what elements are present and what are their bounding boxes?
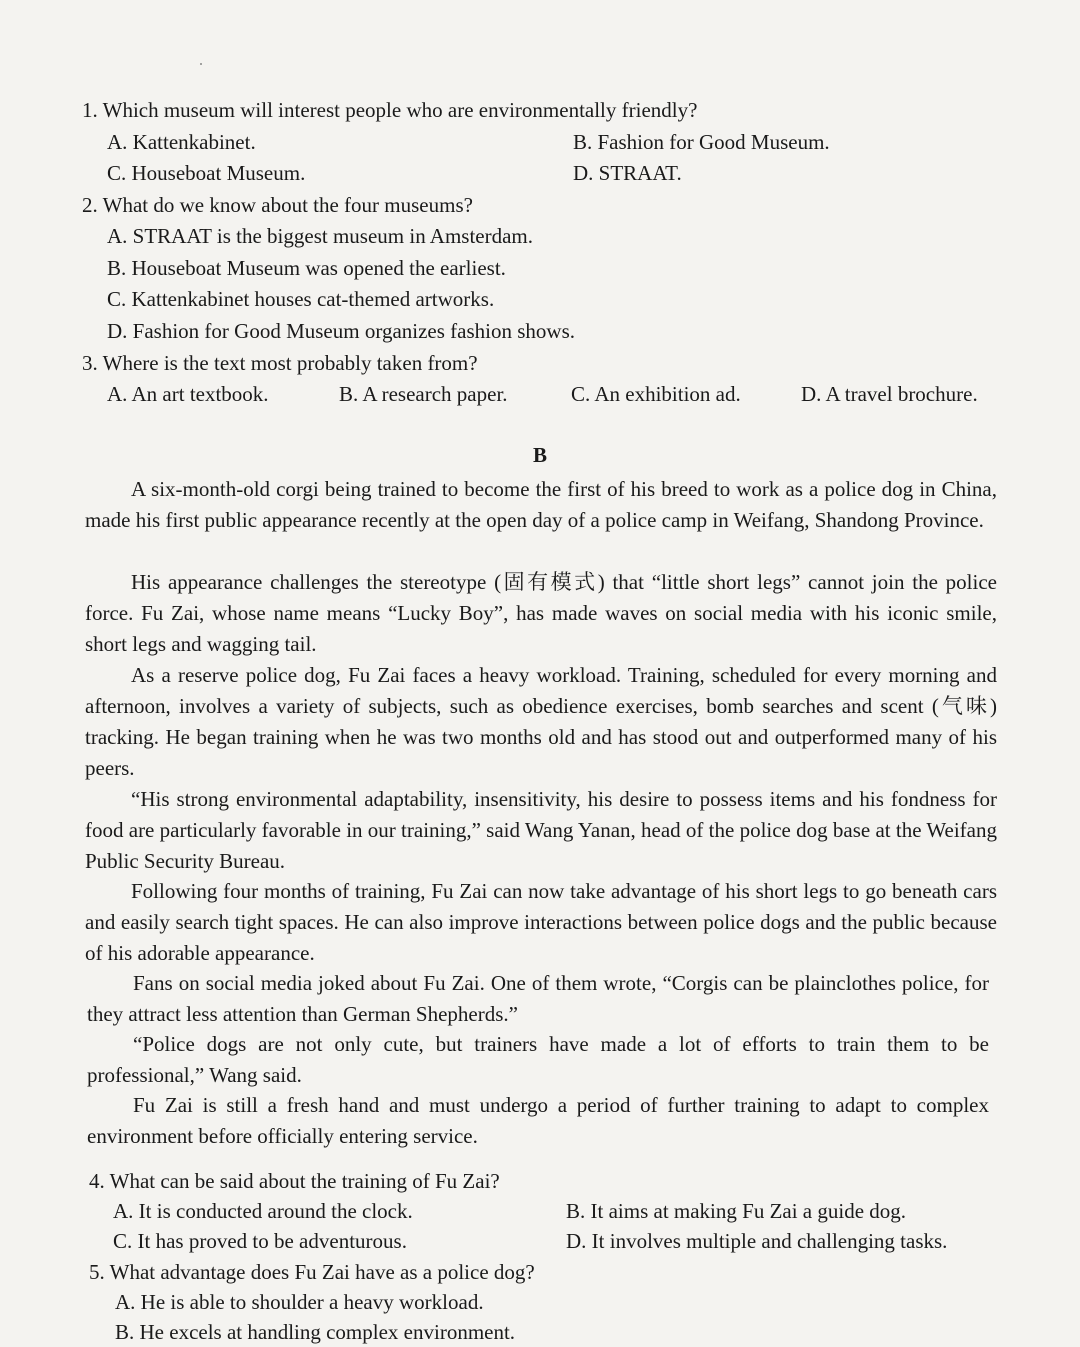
passage-paragraph-6: Fans on social media joked about Fu Zai. One of them wrote, “Corgis can be plainclothes police, for they attract less attention than German Shepherds.”: [87, 971, 989, 1026]
passage-paragraph-1: A six-month-old corgi being trained to become the first of his breed to work as a police dog in China, made his first public appearance recently at the open day of a police camp in Weifang, Shandong Province.: [85, 477, 997, 532]
question-4-option-b: B. It aims at making Fu Zai a guide dog.: [566, 1199, 907, 1223]
passage-paragraph-8: Fu Zai is still a fresh hand and must undergo a period of further training to adapt to complex environment before officially entering service.: [87, 1093, 989, 1148]
question-4-option-c: C. It has proved to be adventurous.: [113, 1229, 407, 1253]
question-2-option-c: C. Kattenkabinet houses cat-themed artworks.: [107, 287, 495, 311]
question-5-stem: 5. What advantage does Fu Zai have as a police dog?: [89, 1260, 535, 1284]
question-3-option-c: C. An exhibition ad.: [571, 382, 741, 406]
question-3-option-b: B. A research paper.: [339, 382, 508, 406]
question-2-option-a: A. STRAAT is the biggest museum in Amsterdam.: [107, 224, 534, 248]
question-1-option-a: A. Kattenkabinet.: [107, 130, 256, 154]
question-5-option-a: A. He is able to shoulder a heavy workload.: [115, 1290, 484, 1314]
passage-paragraph-2: His appearance challenges the stereotype (固有模式) that “little short legs” cannot join the police force. Fu Zai, whose name means “Lucky Boy”, has made waves on social media with his iconic smile, short legs and wagging tail.: [85, 570, 997, 656]
passage-paragraph-7: “Police dogs are not only cute, but trainers have made a lot of efforts to train them to be professional,” Wang said.: [87, 1032, 989, 1087]
question-1-stem: 1. Which museum will interest people who are environmentally friendly?: [82, 98, 698, 122]
question-4-stem: 4. What can be said about the training of Fu Zai?: [89, 1169, 500, 1193]
question-1-option-c: C. Houseboat Museum.: [107, 161, 306, 185]
question-3-option-a: A. An art textbook.: [107, 382, 269, 406]
question-4-option-d: D. It involves multiple and challenging tasks.: [566, 1229, 948, 1253]
question-2-option-d: D. Fashion for Good Museum organizes fashion shows.: [107, 319, 575, 343]
passage-paragraph-4: “His strong environmental adaptability, insensitivity, his desire to possess items and his fondness for food are particularly favorable in our training,” said Wang Yanan, head of the police dog base at the Weifang Public Security Bureau.: [85, 787, 997, 873]
question-1-option-b: B. Fashion for Good Museum.: [573, 130, 830, 154]
question-3-option-d: D. A travel brochure.: [801, 382, 978, 406]
passage-paragraph-3: As a reserve police dog, Fu Zai faces a heavy workload. Training, scheduled for every morning and afternoon, involves a variety of subjects, such as obedience exercises, bomb searches and scent (气味) tracking. He began training when he was two months old and has stood out and outperformed many of his peers.: [85, 663, 997, 780]
question-1-option-d: D. STRAAT.: [573, 161, 682, 185]
passage-paragraph-5: Following four months of training, Fu Zai can now take advantage of his short legs to go beneath cars and easily search tight spaces. He can also improve interactions between police dogs and the public because of his adorable appearance.: [85, 879, 997, 965]
question-4-option-a: A. It is conducted around the clock.: [113, 1199, 413, 1223]
scan-speck: [200, 63, 202, 65]
question-2-option-b: B. Houseboat Museum was opened the earliest.: [107, 256, 506, 280]
section-b-heading: B: [532, 443, 547, 467]
question-5-option-b: B. He excels at handling complex environment.: [115, 1320, 516, 1344]
question-3-stem: 3. Where is the text most probably taken from?: [82, 351, 478, 375]
question-2-stem: 2. What do we know about the four museums?: [82, 193, 473, 217]
